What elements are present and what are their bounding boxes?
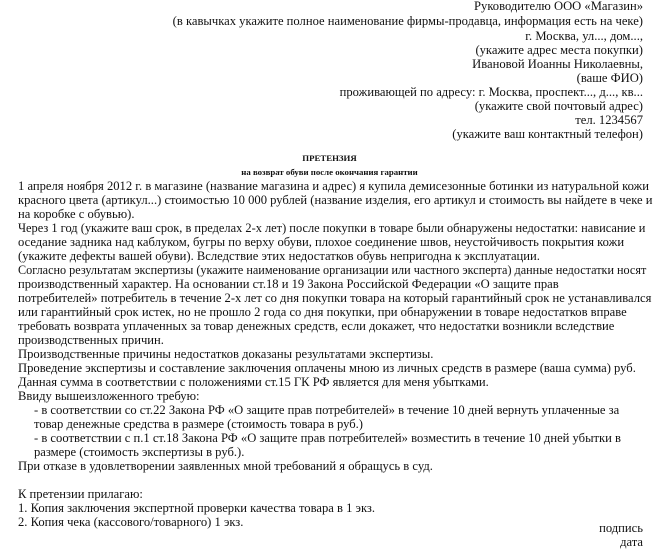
shop-address-line: г. Москва, ул..., дом..., [525, 29, 643, 43]
signature-label: подпись [599, 521, 643, 535]
body-line: Согласно результатам экспертизы (укажите наименование организации или частного эксперта) данные недостатки носят [18, 263, 647, 277]
shop-address-hint: (укажите адрес места покупки) [475, 43, 643, 57]
body-line: производственных причин. [18, 333, 164, 347]
demand-item: - в соответствии с п.1 ст.18 Закона РФ «О защите прав потребителей» возместить в течение 10 дней убытки в [34, 431, 622, 445]
demands-heading: Ввиду вышеизложенного требую: [18, 389, 200, 403]
sender-name-hint: (ваше ФИО) [576, 71, 643, 85]
attachment-item: 1. Копия заключения экспертной проверки качества товара в 1 экз. [18, 501, 376, 515]
addressee-hint: (в кавычках укажите полное наименование фирмы-продавца, информация есть на чеке) [172, 14, 643, 28]
body-line: (укажите дефекты вашей обуви). Вследствие этих недостатков обувь непригодна к эксплуатации. [18, 249, 540, 263]
body-line: производственный характер. На основании ст.18 и 19 Закона Российской Федерации «О защите прав [18, 277, 559, 291]
body-line: Производственные причины недостатков доказаны результатами экспертизы. [18, 347, 434, 361]
body-line: красного цвета (артикул...) стоимостью 10 000 рублей (название изделия, его артикул и стоимость вы найдете в чеке и [18, 193, 653, 207]
demand-item: товар денежные средства в размере (стоимость товара в руб.) [34, 417, 363, 431]
attachments-heading: К претензии прилагаю: [18, 487, 143, 501]
body-line: требовать возврата уплаченных за товар денежных средств, если докажет, что недостатки возникли вследствие [18, 319, 615, 333]
body-line: на коробке с обувью). [18, 207, 135, 221]
body-line: или гарантийный срок истек, но не прошло 2 года со дня покупки, при обнаружении в товаре недостатков вправе [18, 305, 627, 319]
addressee-line: Руководителю ООО «Магазин» [474, 0, 643, 13]
body-line: Данная сумма в соответствии с положениями ст.15 ГК РФ является для меня убытками. [18, 375, 489, 389]
document-title: ПРЕТЕНЗИЯ [302, 153, 357, 163]
body-line: Через 1 год (укажите ваш срок, в пределах 2-х лет) после покупки в товаре были обнаружены недостатки: нависание и [18, 221, 646, 235]
body-line: потребителей» потребитель в течение 2-х лет со дня покупки товара на который гарантийный срок не устанавливался [18, 291, 652, 305]
body-line: При отказе в удовлетворении заявленных мной требований я обращусь в суд. [18, 459, 433, 473]
demand-item: размере (стоимость экспертизы в руб.). [34, 445, 245, 459]
sender-phone-hint: (укажите ваш контактный телефон) [452, 127, 643, 141]
body-line: Проведение экспертизы и составление заключения оплачены мною из личных средств в размере (ваша сумма) руб. [18, 361, 636, 375]
body-line: 1 апреля ноября 2012 г. в магазине (название магазина и адрес) я купила демисезонные ботинки из натуральной кожи [18, 179, 650, 193]
date-label: дата [620, 535, 643, 549]
demand-item: - в соответствии со ст.22 Закона РФ «О защите прав потребителей» в течение 10 дней вернуть уплаченные за [34, 403, 620, 417]
sender-address-hint: (укажите свой почтовый адрес) [474, 99, 643, 113]
sender-phone-line: тел. 1234567 [575, 113, 643, 127]
attachment-item: 2. Копия чека (кассового/товарного) 1 экз. [18, 515, 244, 529]
sender-address-line: проживающей по адресу: г. Москва, проспект..., д..., кв... [339, 85, 643, 99]
body-line: оседание задника над каблуком, бугры по верху обуви, плохое соединение швов, неустойчивость покрытия кожи [18, 235, 625, 249]
sender-name-line: Ивановой Иоанны Николаевны, [472, 57, 643, 71]
document-subtitle: на возврат обуви после окончания гарантии [241, 167, 418, 177]
